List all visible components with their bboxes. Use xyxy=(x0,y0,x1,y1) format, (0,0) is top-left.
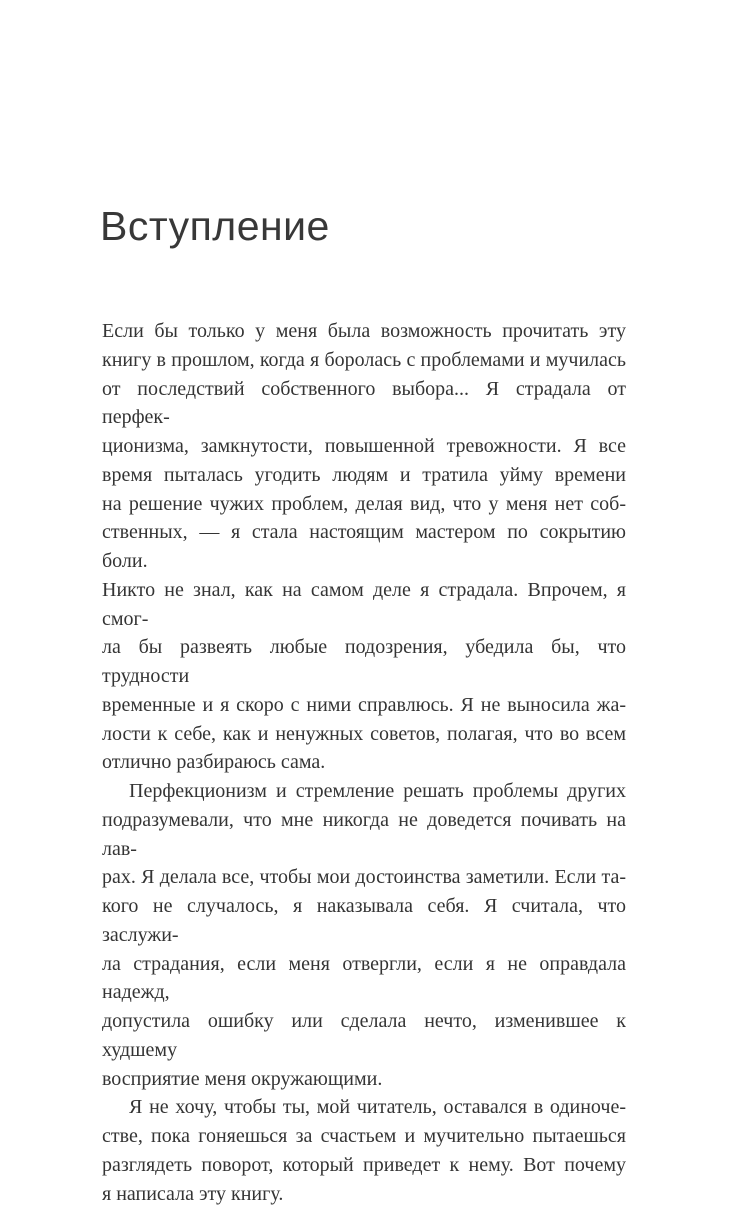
chapter-title: Вступление xyxy=(100,204,330,249)
paragraph xyxy=(102,317,626,777)
text-line: на решение чужих проблем, делая вид, что у меня нет соб- xyxy=(102,490,626,519)
text-line: кого не случалось, я наказывала себя. Я считала, что заслужи- xyxy=(102,892,626,950)
text-line: Если бы только у меня была возможность прочитать эту xyxy=(102,317,626,346)
text-line: отлично разбираюсь сама. xyxy=(102,748,626,777)
text-line: рах. Я делала все, чтобы мои достоинства заметили. Если та- xyxy=(102,863,626,892)
text-line: Перфекционизм и стремление решать проблемы других xyxy=(102,777,626,806)
text-line: подразумевали, что мне никогда не доведется почивать на лав- xyxy=(102,806,626,864)
text-line: ционизма, замкнутости, повышенной тревожности. Я все xyxy=(102,432,626,461)
text-line: разглядеть поворот, который приведет к нему. Вот почему xyxy=(102,1151,626,1180)
paragraph xyxy=(102,1093,626,1208)
text-line: от последствий собственного выбора... Я страдала от перфек- xyxy=(102,375,626,433)
text-line: Я не хочу, чтобы ты, мой читатель, оставался в одиноче- xyxy=(102,1093,626,1122)
text-line: лости к себе, как и ненужных советов, полагая, что во всем xyxy=(102,720,626,749)
text-line: книгу в прошлом, когда я боролась с проблемами и мучилась xyxy=(102,346,626,375)
text-line: Никто не знал, как на самом деле я страдала. Впрочем, я смог- xyxy=(102,576,626,634)
text-line: ла бы развеять любые подозрения, убедила бы, что трудности xyxy=(102,633,626,691)
text-line: временные и я скоро с ними справлюсь. Я не выносила жа- xyxy=(102,691,626,720)
text-line: ла страдания, если меня отвергли, если я не оправдала надежд, xyxy=(102,950,626,1008)
text-line: стве, пока гоняешься за счастьем и мучительно пытаешься xyxy=(102,1122,626,1151)
text-line: восприятие меня окружающими. xyxy=(102,1065,626,1094)
paragraph xyxy=(102,777,626,1093)
text-line: я написала эту книгу. xyxy=(102,1180,626,1208)
text-line: допустила ошибку или сделала нечто, изменившее к худшему xyxy=(102,1007,626,1065)
text-line: ственных, — я стала настоящим мастером по сокрытию боли. xyxy=(102,518,626,576)
text-line: время пыталась угодить людям и тратила уйму времени xyxy=(102,461,626,490)
body-text xyxy=(102,317,626,1208)
